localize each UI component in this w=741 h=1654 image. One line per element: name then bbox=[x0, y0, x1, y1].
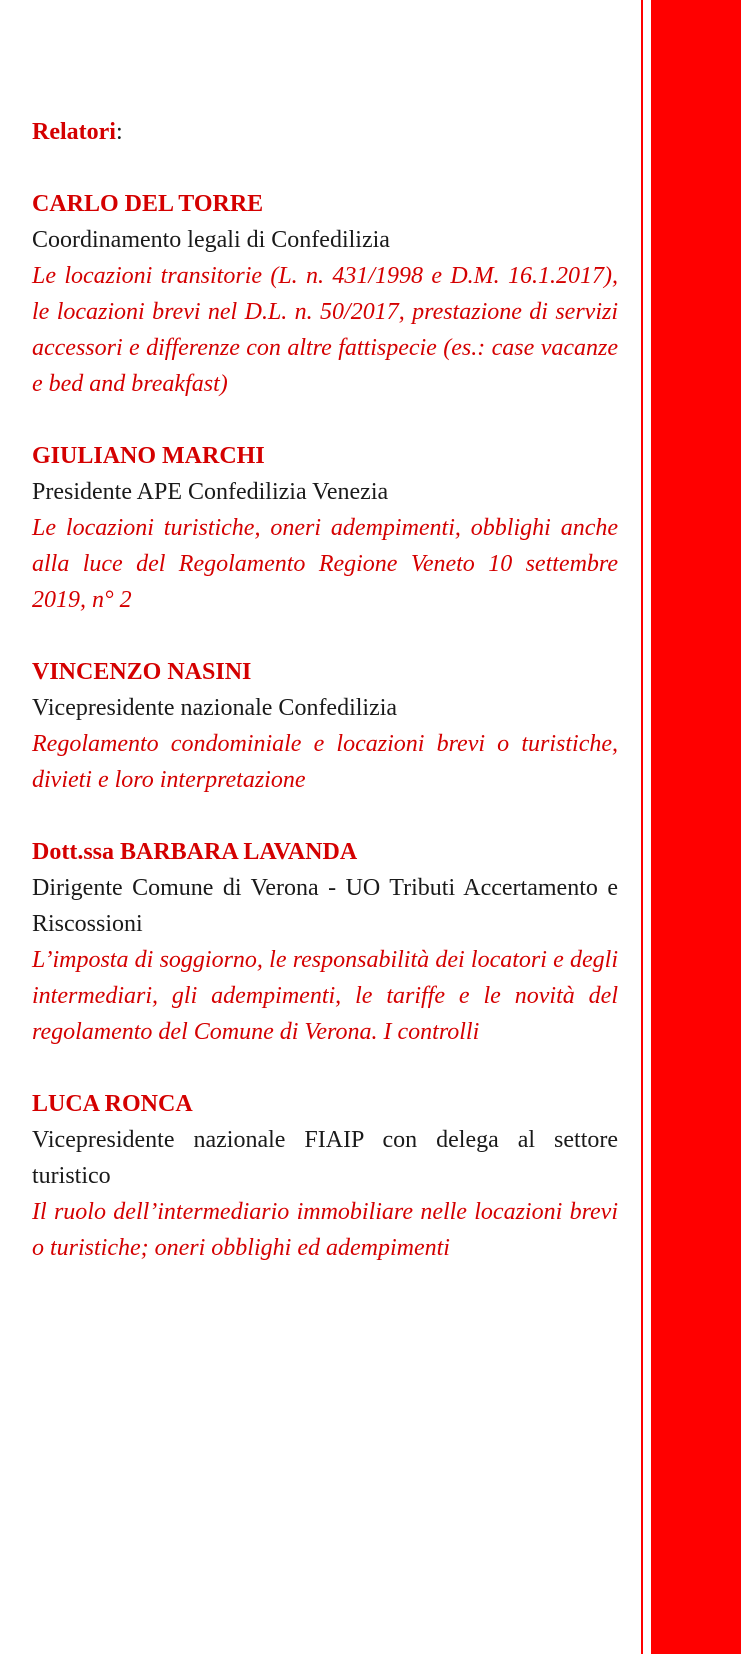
speaker-block bbox=[32, 834, 618, 1050]
speaker-name: Dott.ssa BARBARA LAVANDA bbox=[32, 839, 358, 865]
heading-label: Relatori bbox=[32, 119, 116, 145]
heading-colon: : bbox=[115, 119, 123, 145]
speaker-block bbox=[32, 186, 618, 402]
speaker-name: CARLO DEL TORRE bbox=[32, 191, 264, 217]
speaker-topic: L’imposta di soggiorno, le responsabilità dei locatori e degli intermediari, gli adempimenti, le tariffe e le novità del regolamento del Comune di Verona. I controlli bbox=[32, 947, 618, 1045]
speaker-topic: Regolamento condominiale e locazioni brevi o turistiche, divieti e loro interpretazione bbox=[32, 731, 618, 793]
speaker-topic: Le locazioni transitorie (L. n. 431/1998 e D.M. 16.1.2017), le locazioni brevi nel D.L. n. 50/2017, prestazione di servizi accessori e differenze con altre fattispecie (es.: case vacanze e bed and breakfast) bbox=[32, 263, 618, 397]
speaker-name: LUCA RONCA bbox=[32, 1091, 193, 1117]
speaker-block bbox=[32, 438, 618, 618]
speaker-name: GIULIANO MARCHI bbox=[32, 443, 265, 469]
section-heading bbox=[32, 114, 618, 150]
speaker-role: Presidente APE Confedilizia Venezia bbox=[32, 479, 389, 505]
speaker-topic: Le locazioni turistiche, oneri adempimenti, obblighi anche alla luce del Regolamento Regione Veneto 10 settembre 2019, n° 2 bbox=[32, 515, 618, 613]
vertical-rule-line bbox=[641, 0, 649, 1654]
speaker-block bbox=[32, 654, 618, 798]
speaker-role: Vicepresidente nazionale FIAIP con delega al settore turistico bbox=[32, 1127, 618, 1189]
speakers-section bbox=[32, 114, 618, 1302]
speaker-role: Vicepresidente nazionale Confedilizia bbox=[32, 695, 398, 721]
speaker-role: Coordinamento legali di Confedilizia bbox=[32, 227, 390, 253]
speaker-role: Dirigente Comune di Verona - UO Tributi Accertamento e Riscossioni bbox=[32, 875, 618, 937]
speaker-name: VINCENZO NASINI bbox=[32, 659, 252, 685]
red-side-band bbox=[651, 0, 741, 1654]
speaker-block bbox=[32, 1086, 618, 1266]
speaker-topic: Il ruolo dell’intermediario immobiliare nelle locazioni brevi o turistiche; oneri obblighi ed adempimenti bbox=[32, 1199, 618, 1261]
